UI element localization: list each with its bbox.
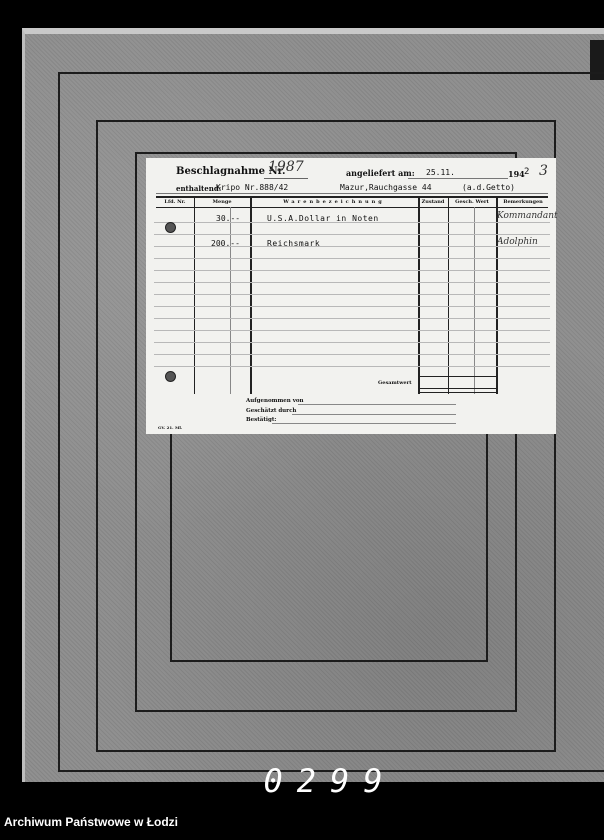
row-2-quantity: 200.-- — [211, 239, 240, 248]
containing-value: Kripo Nr.888/42 — [216, 183, 289, 192]
containing-label: enthaltend: — [176, 184, 222, 193]
confirmed-label: Bestätigt: — [246, 417, 277, 423]
col-header-menge: Menge — [212, 199, 232, 205]
col-header-zustand: Zustand — [421, 199, 445, 205]
number-underline — [264, 178, 308, 179]
ruled-line — [154, 342, 550, 343]
folder-frame-inner — [170, 420, 488, 662]
year-prefix: 194 — [508, 169, 525, 179]
ruled-line — [154, 306, 550, 307]
ruled-line — [154, 282, 550, 283]
taken-by-line — [298, 404, 456, 405]
col-divider-5 — [496, 196, 498, 394]
frame-number: 0299 — [263, 762, 397, 800]
ruled-line — [154, 234, 550, 235]
ruled-line — [154, 330, 550, 331]
total-bottom-rule — [418, 388, 496, 389]
ruled-line — [154, 366, 550, 367]
owner-value: Mazur,Rauchgasse 44 — [340, 183, 432, 192]
row-2-remark: Adolphin — [497, 237, 538, 247]
col-divider-3 — [418, 196, 420, 394]
col-header-bemerkungen: Bemerkungen — [503, 199, 543, 205]
title-label: Beschlagnahme Nr. — [176, 166, 286, 177]
corner-mark: 3 — [539, 163, 548, 179]
total-double-rule — [418, 392, 496, 393]
info-underline — [156, 193, 548, 194]
punch-hole — [165, 222, 176, 233]
total-top-rule — [418, 376, 496, 377]
form-code: GV. 21. Ml. — [158, 425, 183, 430]
ruled-line — [154, 258, 550, 259]
delivered-date: 25.11. — [426, 168, 455, 177]
table-top-rule — [156, 196, 548, 198]
ruled-line — [154, 318, 550, 319]
row-2-item: Reichsmark — [267, 239, 321, 248]
col-header-gesch-wert: Gesch. Wert — [455, 199, 489, 205]
taken-by-label: Aufgenommen von — [246, 398, 304, 404]
total-label: Gesamtwert — [378, 380, 412, 386]
ruled-line — [154, 294, 550, 295]
seizure-number: 1987 — [268, 159, 304, 175]
seizure-card — [146, 158, 556, 434]
col-header-lfd-nr: Lfd. Nr. — [164, 199, 186, 205]
col-header-warenbezeichnung: Warenbezeichnung — [283, 199, 385, 205]
row-1-remark: Kommandant — [497, 211, 558, 221]
confirmed-line — [272, 423, 456, 424]
punch-hole — [165, 371, 176, 382]
row-1-quantity: 30.-- — [216, 214, 241, 223]
estimated-by-label: Geschätzt durch — [246, 408, 297, 414]
col-divider-1 — [194, 196, 195, 394]
delivered-label: angeliefert am: — [346, 168, 415, 178]
row-1-item: U.S.A.Dollar in Noten — [267, 214, 379, 223]
date-underline — [408, 178, 508, 179]
estimated-by-line — [292, 414, 456, 415]
year-suffix: 2 — [524, 167, 530, 177]
ruled-line — [154, 354, 550, 355]
col-divider-4 — [448, 196, 449, 394]
col-divider-2 — [250, 196, 252, 394]
ruled-line — [154, 270, 550, 271]
archive-watermark: Archiwum Państwowe w Łodzi — [4, 815, 179, 829]
table-header-rule — [156, 207, 548, 208]
ghetto-value: (a.d.Getto) — [462, 183, 515, 192]
